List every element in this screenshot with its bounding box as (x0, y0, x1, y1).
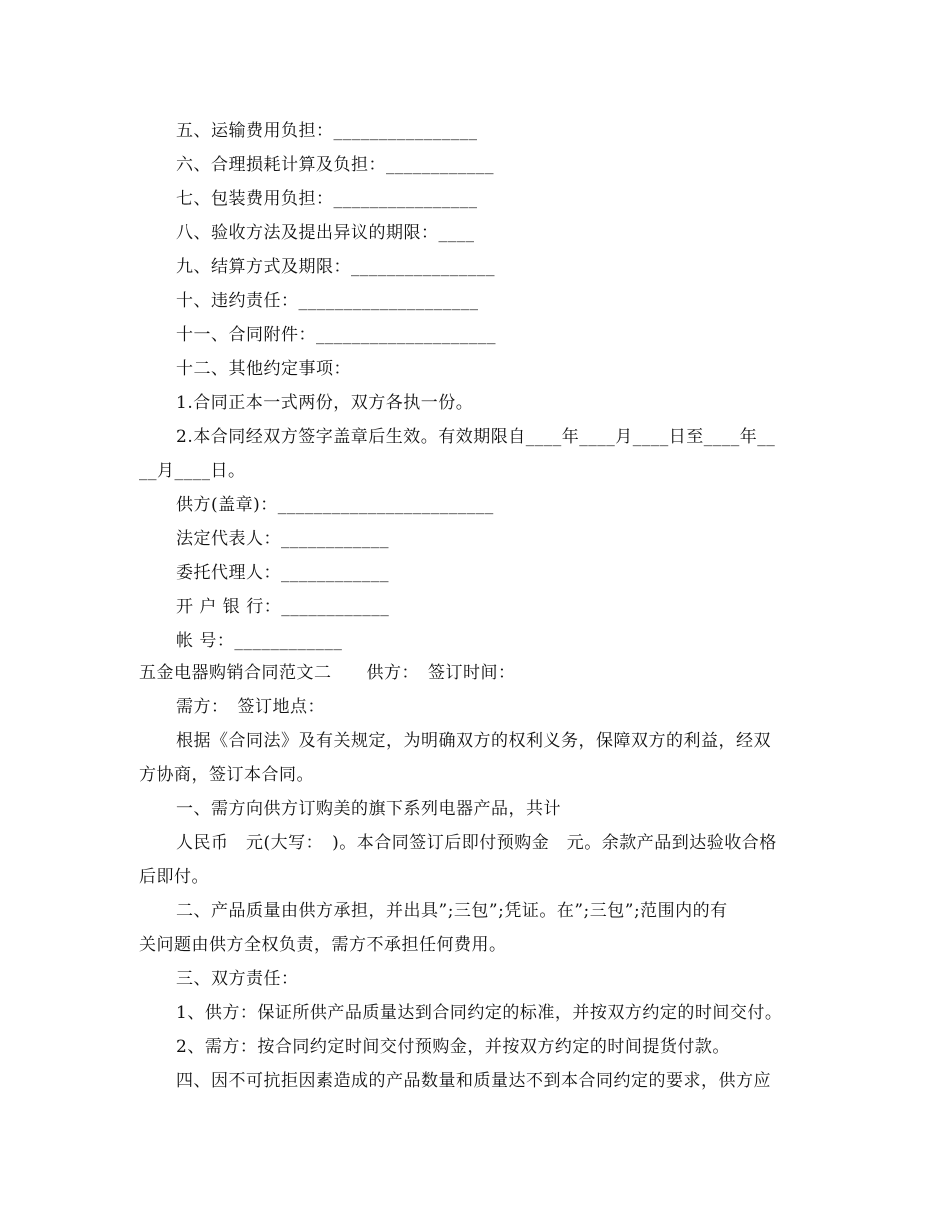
article-2-line-2: 关问题由供方全权负责，需方不承担任何费用。 (139, 935, 507, 955)
other-item-2: 2.本合同经双方签字盖章后生效。有效期限自____年____月____日至____年__ (176, 427, 776, 447)
buyer-line: 需方： 签订地点： (176, 697, 325, 717)
contract-2-heading: 五金电器购销合同范文二 供方： 签订时间： (139, 663, 516, 683)
clause-11: 十一、合同附件：____________________ (176, 325, 496, 345)
clause-6: 六、合理损耗计算及负担：____________ (176, 155, 494, 175)
account: 帐 号：____________ (176, 631, 343, 651)
clause-8: 八、验收方法及提出异议的期限：____ (176, 223, 475, 243)
other-item-1: 1.合同正本一式两份，双方各执一份。 (176, 393, 474, 413)
price-line-1: 人民币 元(大写： )。本合同签订后即付预购金 元。余款产品到达验收合格 (176, 833, 777, 853)
buyer-duty: 2、需方：按合同约定时间交付预购金，并按双方约定的时间提货付款。 (176, 1037, 730, 1057)
clause-10: 十、违约责任：____________________ (176, 291, 479, 311)
legal-representative: 法定代表人：____________ (176, 529, 389, 549)
clause-12: 十二、其他约定事项： (176, 359, 351, 379)
price-line-2: 后即付。 (139, 867, 209, 887)
article-2-line-1: 二、产品质量由供方承担，并出具”;三包”;凭证。在”;三包”;范围内的有 (176, 901, 728, 921)
article-3: 三、双方责任： (176, 969, 299, 989)
other-item-2-cont: __月____日。 (139, 461, 246, 481)
clause-7: 七、包装费用负担：________________ (176, 189, 478, 209)
clause-5: 五、运输费用负担：________________ (176, 121, 478, 141)
article-1: 一、需方向供方订购美的旗下系列电器产品，共计 (176, 799, 561, 819)
authorized-agent: 委托代理人：____________ (176, 563, 389, 583)
supplier-duty: 1、供方：保证所供产品质量达到合同约定的标准，并按双方约定的时间交付。 (176, 1003, 783, 1023)
article-4: 四、因不可抗拒因素造成的产品数量和质量达不到本合同约定的要求，供方应 (176, 1071, 771, 1091)
clause-9: 九、结算方式及期限：________________ (176, 257, 495, 277)
supplier-seal: 供方(盖章)：________________________ (176, 495, 494, 515)
bank: 开 户 银 行：____________ (176, 597, 390, 617)
preamble-line-1: 根据《合同法》及有关规定，为明确双方的权利义务，保障双方的利益，经双 (176, 731, 771, 751)
preamble-line-2: 方协商，签订本合同。 (139, 765, 314, 785)
